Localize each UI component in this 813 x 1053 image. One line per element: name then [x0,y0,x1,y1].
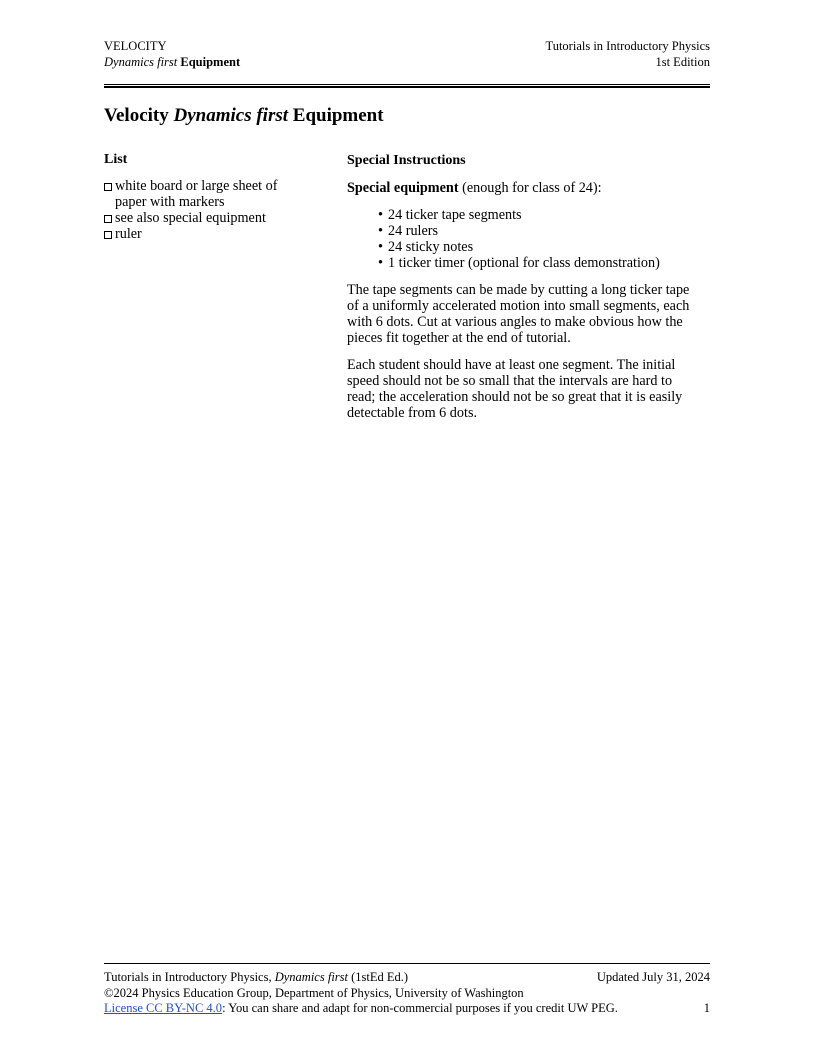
list-item-label-cont: paper with markers [115,194,225,210]
running-header-left [104,39,240,70]
list-heading: List [104,152,128,167]
series-italic: Dynamics first [104,54,178,69]
equipment-list-column [104,151,314,242]
list-item [104,226,314,242]
bullet-text: 24 sticky notes [388,239,474,255]
edition-label: 1st Edition [655,54,710,69]
list-item [378,223,709,239]
equipment-checklist [104,178,314,242]
page-title [104,105,384,127]
running-header-right [546,39,710,70]
paragraph-line: of a uniformly accelerated motion into small segments, each [347,298,690,314]
student-segment-paragraph [347,357,709,421]
list-item [378,239,709,255]
checkbox-icon [104,215,112,223]
list-item [104,210,314,226]
bullet-icon: • [378,239,383,255]
list-item-label: white board or large sheet of [115,178,278,194]
instructions-heading: Special Instructions [347,153,466,168]
series-suffix: Equipment [180,54,241,69]
bullet-icon: • [378,207,383,223]
footer-copyright: ©2024 Physics Education Group, Department of Physics, University of Washington [104,985,524,1000]
updated-date: Updated July 31, 2024 [596,970,710,984]
paragraph-line: The tape segments can be made by cutting a long ticker tape [347,282,690,298]
paragraph-line: pieces fit together at the end of tutorial. [347,330,571,346]
title-lead: Velocity [104,105,169,126]
special-instructions-column [347,152,709,421]
list-item-label: see also special equipment [115,210,266,226]
bullet-text: 24 rulers [388,223,439,239]
list-item-label: ruler [115,226,142,242]
footer-license-line [104,1001,710,1017]
bullet-text: 1 ticker timer (optional for class demonstration) [388,255,660,271]
license-link[interactable]: License CC BY-NC 4.0 [104,1001,223,1015]
list-item [378,255,709,271]
bullet-text: 24 ticker tape segments [388,207,522,223]
special-equipment-note: (enough for class of 24): [462,180,602,196]
paragraph-line: detectable from 6 dots. [347,405,478,421]
title-trail: Equipment [292,105,384,126]
section-name: VELOCITY [104,39,167,53]
special-equipment-label: Special equipment [347,180,459,196]
footer-citation-line [104,970,710,986]
footer-series: Dynamics first [274,970,348,984]
page-footer [104,970,710,1017]
paragraph-line: read; the acceleration should not be so great that it is easily [347,389,683,405]
footer-book: Tutorials in Introductory Physics, [104,970,272,984]
footer-rule [104,963,710,964]
special-equipment-line [347,180,709,196]
list-item [104,178,314,210]
book-title: Tutorials in Introductory Physics [545,39,710,53]
paragraph-line: with 6 dots. Cut at various angles to make obvious how the [347,314,683,330]
list-item [378,207,709,223]
page-number: 1 [703,1001,710,1015]
header-double-rule [104,84,710,88]
special-equipment-list [378,207,709,271]
paragraph-line: Each student should have at least one segment. The initial [347,357,676,373]
footer-edition: (1stEd Ed.) [351,970,409,984]
checkbox-icon [104,183,112,191]
series-line [104,55,240,71]
paragraph-line: speed should not be so small that the intervals are hard to [347,373,673,389]
license-text: : You can share and adapt for non-commercial purposes if you credit UW PEG. [222,1001,618,1015]
bullet-icon: • [378,255,383,271]
tape-segments-paragraph [347,282,709,346]
checkbox-icon [104,231,112,239]
title-italic: Dynamics first [173,105,289,126]
bullet-icon: • [378,223,383,239]
